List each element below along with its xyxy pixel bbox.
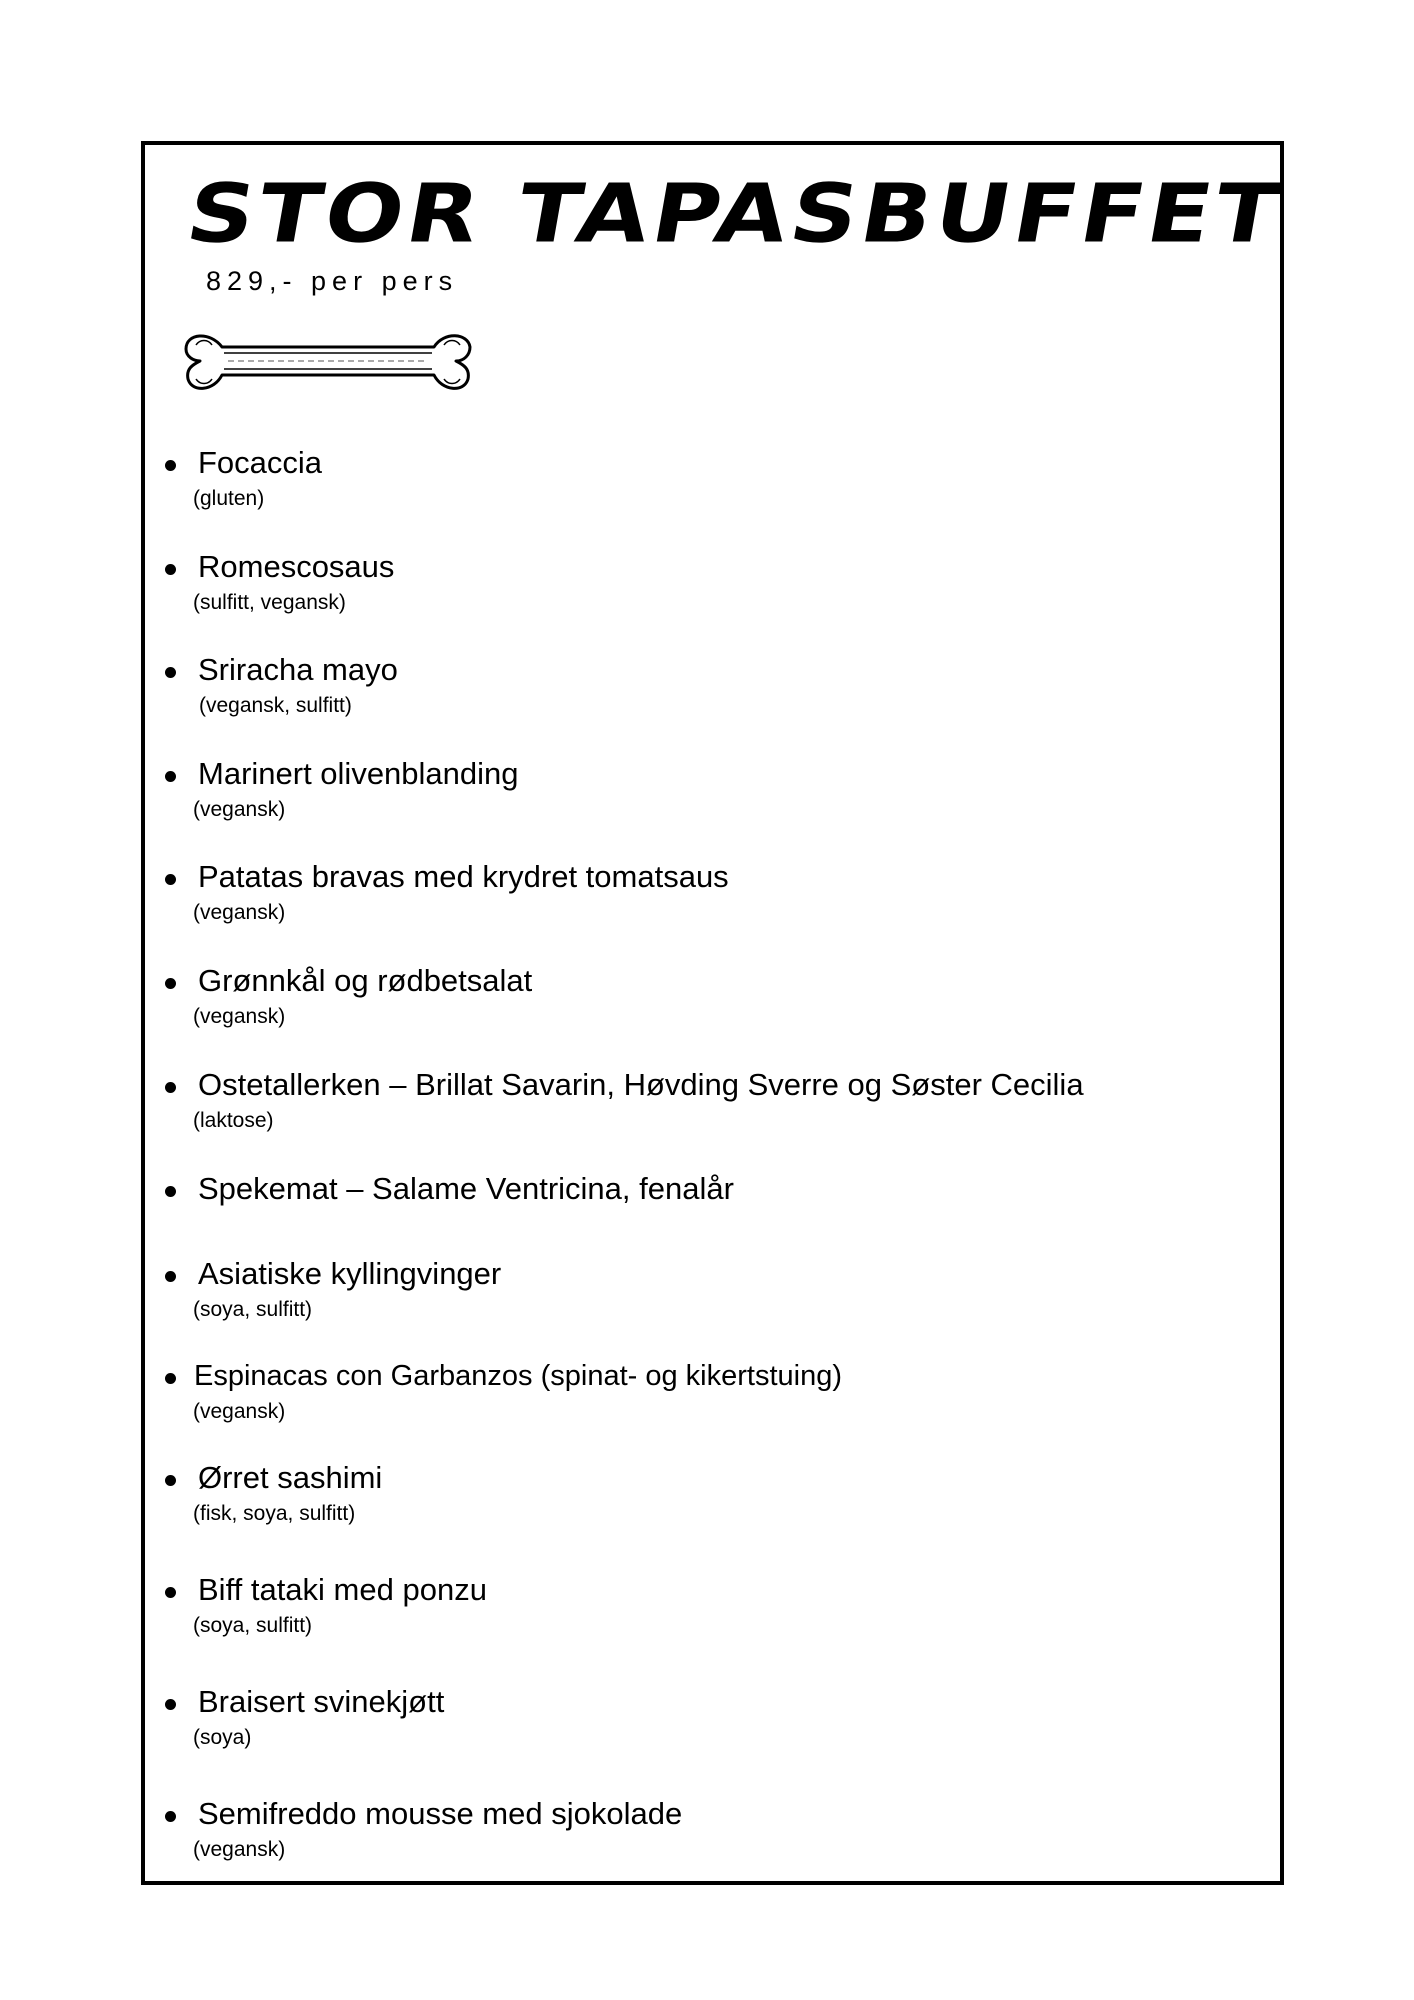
item-name: Grønnkål og rødbetsalat [198,963,533,998]
bullet-icon [165,564,176,575]
bullet-icon [165,1082,176,1093]
bullet-icon [165,1811,176,1822]
bullet-icon [165,978,176,989]
bullet-icon [165,1373,176,1384]
bullet-icon [165,771,176,782]
item-name: Biff tataki med ponzu [198,1572,487,1607]
menu-price: 829,- per pers [206,266,459,296]
menu-border [141,141,1284,1885]
menu-title: STOR TAPASBUFFET [180,166,1291,261]
bullet-icon [165,1475,176,1486]
item-name: Ostetallerken – Brillat Savarin, Høvding Sverre og Søster Cecilia [198,1067,1084,1102]
item-allergens: (soya, sulfitt) [193,1614,313,1637]
bullet-icon [165,1587,176,1598]
item-allergens: (laktose) [193,1109,274,1132]
item-name: Asiatiske kyllingvinger [198,1256,502,1291]
item-name: Marinert olivenblanding [198,756,519,791]
bullet-icon [165,1271,176,1282]
item-name: Ørret sashimi [198,1460,383,1495]
item-name: Sriracha mayo [198,652,398,687]
item-name: Patatas bravas med krydret tomatsaus [198,859,729,894]
item-name: Espinacas con Garbanzos (spinat- og kikertstuing) [194,1360,842,1392]
item-allergens: (sulfitt, vegansk) [193,591,346,614]
item-allergens: (gluten) [193,487,265,510]
item-allergens: (vegansk) [193,798,286,821]
bullet-icon [165,1186,176,1197]
item-allergens: (soya) [193,1726,252,1749]
bullet-icon [165,667,176,678]
item-allergens: (vegansk) [193,1005,286,1028]
bullet-icon [165,460,176,471]
item-allergens: (vegansk) [193,901,286,924]
item-allergens: (soya, sulfitt) [193,1298,313,1321]
item-allergens: (fisk, soya, sulfitt) [193,1502,356,1525]
item-name: Braisert svinekjøtt [198,1684,445,1719]
item-name: Romescosaus [198,549,395,584]
bullet-icon [165,1699,176,1710]
bullet-icon [165,874,176,885]
item-name: Focaccia [198,445,323,480]
item-allergens: (vegansk, sulfitt) [199,694,352,717]
item-name: Semifreddo mousse med sjokolade [198,1796,683,1831]
item-allergens: (vegansk) [193,1400,286,1423]
bone-icon [182,325,474,397]
item-allergens: (vegansk) [193,1838,286,1861]
item-name: Spekemat – Salame Ventricina, fenalår [198,1171,734,1206]
